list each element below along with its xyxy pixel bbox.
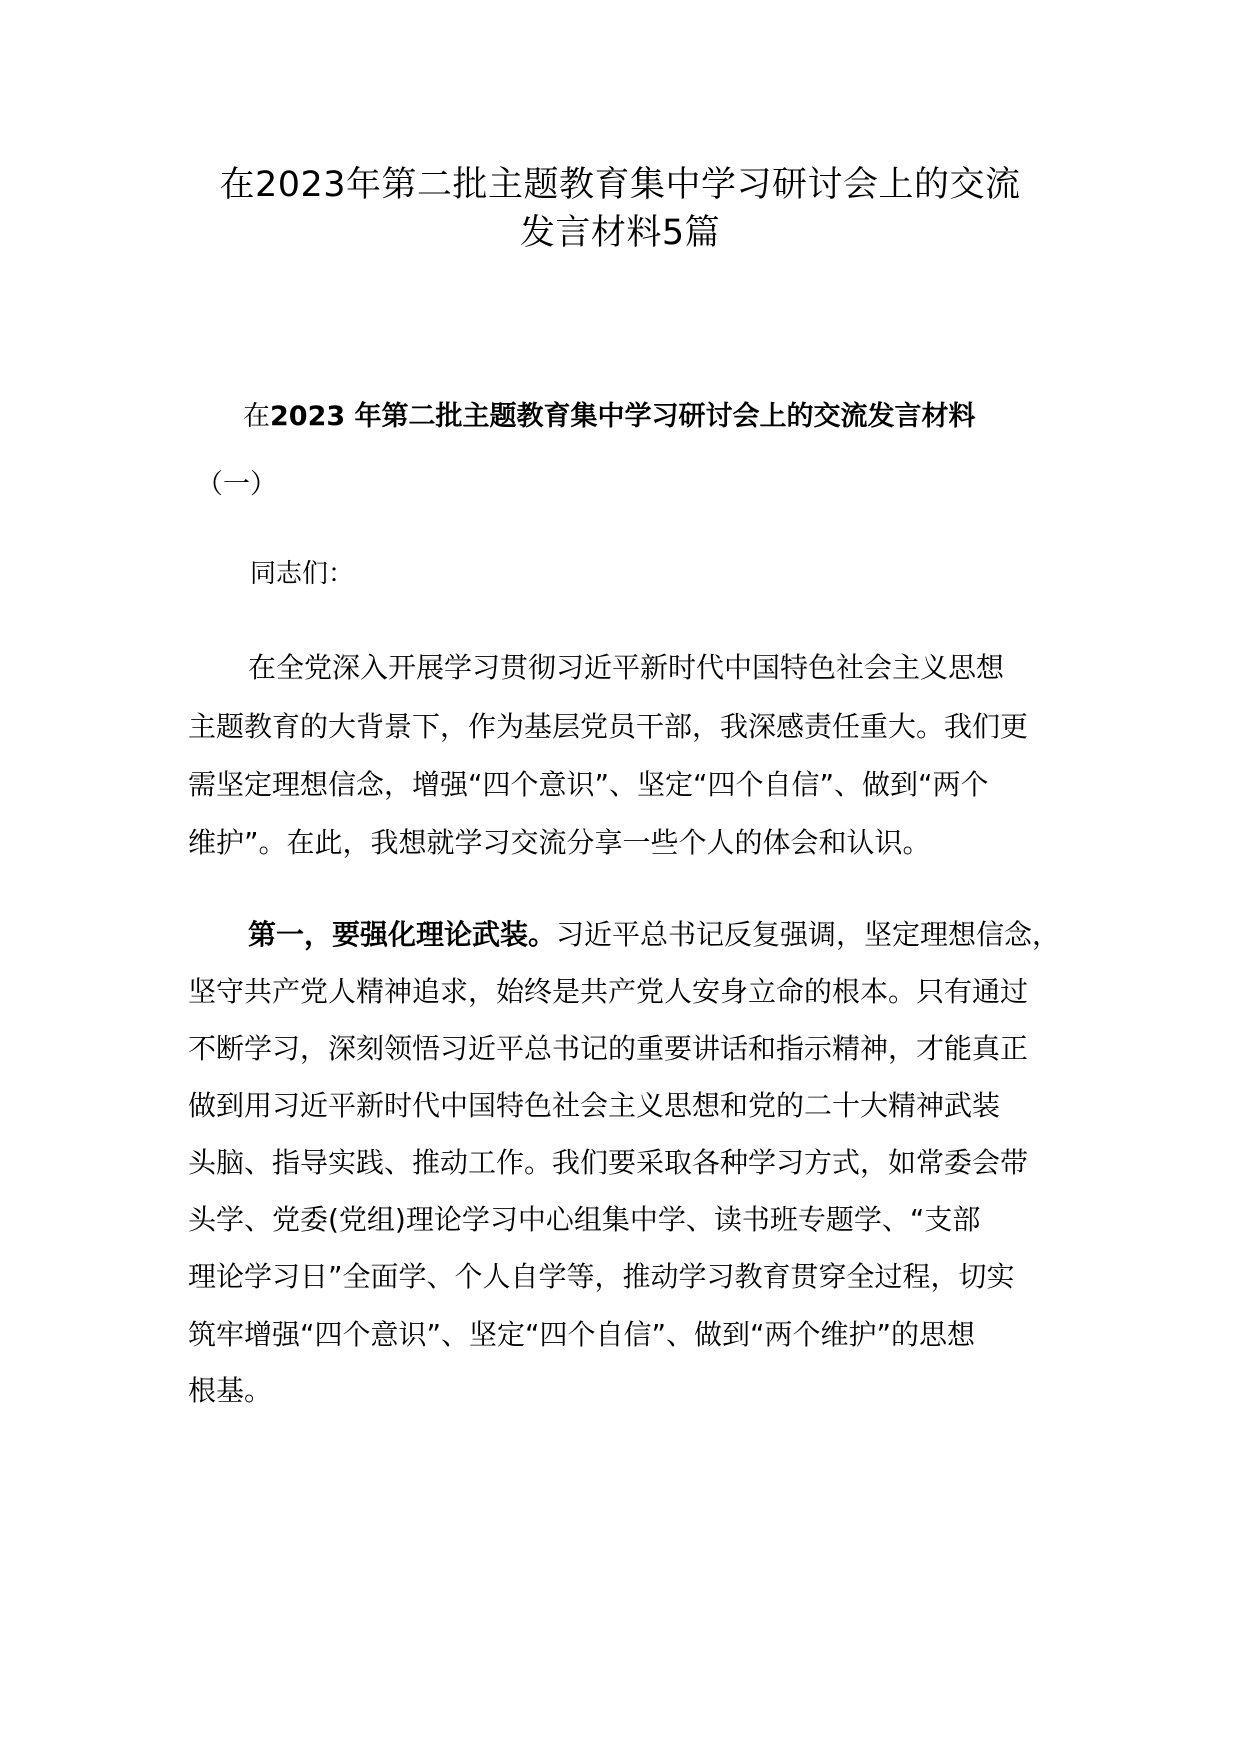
section-heading-prefix: 在 (243, 401, 270, 432)
paragraph-line: 理论学习日”全面学、个人自学等，推动学习教育贯穿全过程，切实 (188, 1260, 1015, 1293)
title-text: 在2023年第二批主题教育集中学习研讨会上的交流 (219, 165, 1021, 205)
paragraph-line (248, 918, 1060, 951)
paragraph-line: 根基。 (188, 1374, 273, 1407)
paragraph-line: 做到用习近平新时代中国特色社会主义思想和党的二十大精神武装 (188, 1089, 1001, 1122)
paragraph-text: 习近平总书记反复强调，坚定理想信念， (556, 918, 1060, 951)
paragraph-line: 在全党深入开展学习贯彻习近平新时代中国特色社会主义思想 (248, 651, 1005, 684)
paragraph-line: 需坚定理想信念，增强“四个意识”、坚定“四个自信”、做到“两个 (188, 768, 989, 801)
document-title-line-1 (0, 165, 1240, 205)
section-heading-number: （一） (196, 469, 277, 500)
paragraph-line: 坚守共产党人精神追求，始终是共产党人安身立命的根本。只有通过 (188, 975, 1029, 1008)
section-heading (243, 403, 976, 430)
document-title-line-2 (0, 213, 1240, 253)
paragraph-line: 不断学习，深刻领悟习近平总书记的重要讲话和指示精神，才能真正 (188, 1032, 1029, 1065)
paragraph-line: 筑牢增强“四个意识”、坚定“四个自信”、做到“两个维护”的思想 (188, 1318, 976, 1351)
paragraph-line: 主题教育的大背景下，作为基层党员干部，我深感责任重大。我们更 (188, 710, 1029, 743)
section-heading-main: 2023 年第二批主题教育集中学习研讨会上的交流发言材料 (270, 401, 976, 432)
paragraph-line: 头脑、指导实践、推动工作。我们要采取各种学习方式，如常委会带 (188, 1146, 1029, 1179)
paragraph-line: 维护”。在此，我想就学习交流分享一些个人的体会和认识。 (188, 826, 931, 859)
title-text: 发言材料5篇 (519, 213, 721, 253)
salutation: 同志们： (250, 559, 355, 589)
paragraph-lead-heading: 第一，要强化理论武装。 (248, 918, 557, 951)
paragraph-line: 头学、党委(党组)理论学习中心组集中学、读书班专题学、“支部 (188, 1203, 981, 1236)
